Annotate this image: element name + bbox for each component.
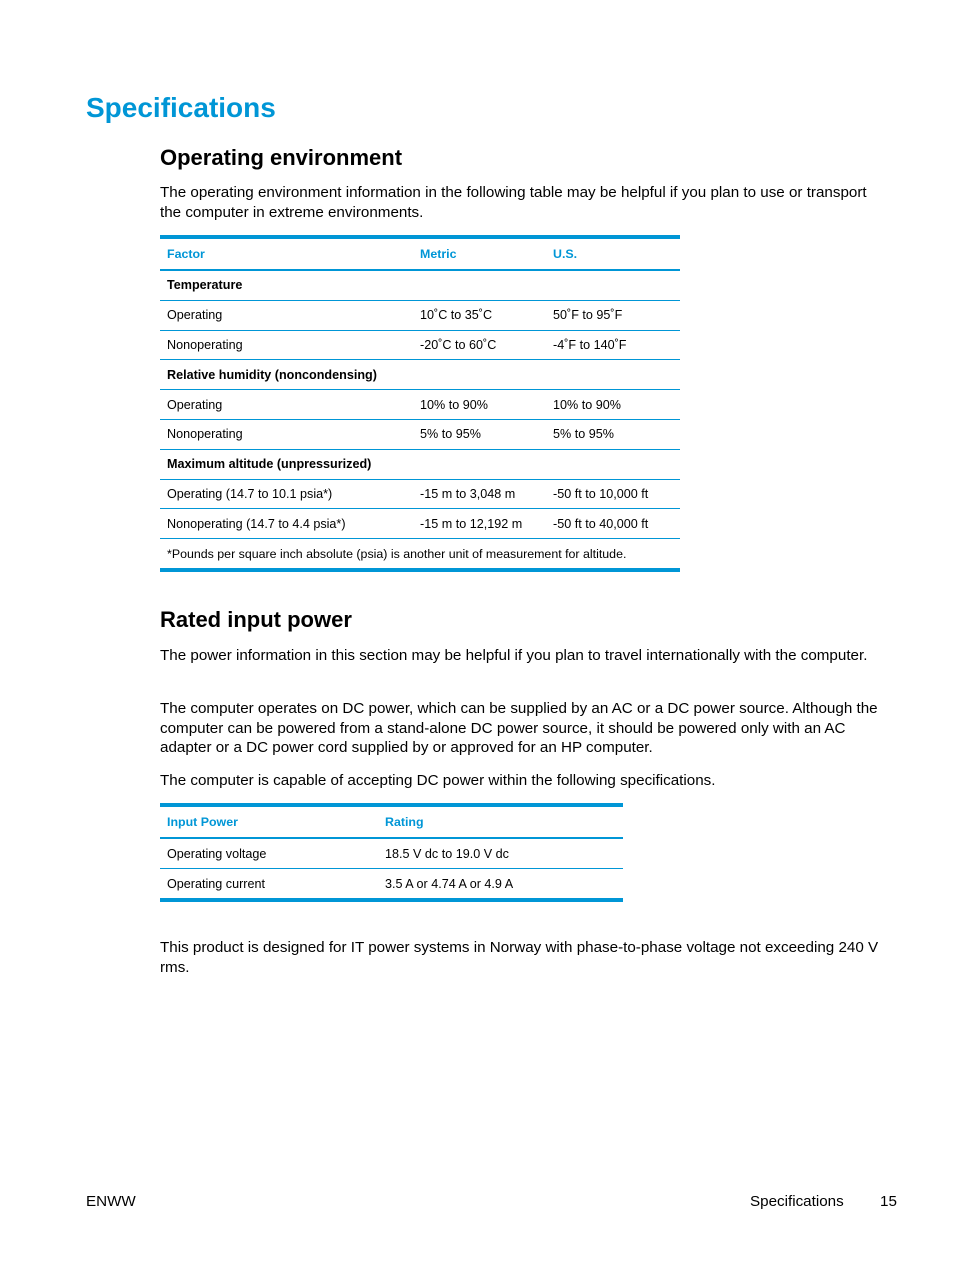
rated-input-power-paragraph: The power information in this section may be helpful if you plan to travel internationally with the computer. [160, 647, 868, 664]
cell-rating: 3.5 A or 4.74 A or 4.9 A [378, 869, 623, 901]
table-row [160, 869, 623, 901]
cell-factor: Operating (14.7 to 10.1 psia*) [160, 479, 413, 509]
cell-us: -50 ft to 10,000 ft [546, 479, 680, 509]
rated-input-power-paragraph: The computer operates on DC power, which can be supplied by an AC or a DC power source. Although the computer can be powered from a stand-alone DC power source, it should be powered only with an AC adapter or a DC power cord supplied by or approved for an HP computer. [160, 700, 878, 756]
section-heading-operating-environment: Operating environment [160, 145, 403, 170]
operating-environment-intro: The operating environment information in the following table may be helpful if you plan to use or transport the computer in extreme environments. [160, 184, 867, 221]
table-row [160, 838, 623, 869]
cell-factor: Nonoperating [160, 419, 413, 449]
cell-metric: -20˚C to 60˚C [413, 330, 546, 360]
cell-factor: Operating [160, 390, 413, 420]
cell-metric: 10˚C to 35˚C [413, 300, 546, 330]
table-footnote-row [160, 539, 680, 570]
cell-metric: -15 m to 12,192 m [413, 509, 546, 539]
cell-us: 10% to 90% [546, 390, 680, 420]
rated-input-power-paragraph: The computer is capable of accepting DC power within the following specifications. [160, 772, 716, 789]
table-footnote: *Pounds per square inch absolute (psia) is another unit of measurement for altitude. [160, 539, 680, 570]
cell-rating: 18.5 V dc to 19.0 V dc [378, 838, 623, 869]
page-title: Specifications [86, 92, 276, 123]
table-row [160, 509, 680, 539]
table-header-row [160, 805, 623, 838]
cell-input-power: Operating voltage [160, 838, 378, 869]
norway-power-note: This product is designed for IT power systems in Norway with phase-to-phase voltage not exceeding 240 V rms. [160, 939, 879, 976]
cell-factor: Nonoperating [160, 330, 413, 360]
table-group-row [160, 360, 680, 390]
footer-left-label: ENWW [86, 1193, 136, 1210]
table-row [160, 419, 680, 449]
cell-us: -4˚F to 140˚F [546, 330, 680, 360]
group-relative-humidity: Relative humidity (noncondensing) [160, 360, 680, 390]
section-heading-rated-input-power: Rated input power [160, 607, 352, 632]
footer-section-name: Specifications [750, 1193, 844, 1210]
cell-metric: 10% to 90% [413, 390, 546, 420]
table-row [160, 300, 680, 330]
cell-factor: Operating [160, 300, 413, 330]
column-header-us: U.S. [546, 237, 680, 270]
cell-factor: Nonoperating (14.7 to 4.4 psia*) [160, 509, 413, 539]
cell-metric: -15 m to 3,048 m [413, 479, 546, 509]
operating-environment-table [160, 235, 680, 572]
table-row [160, 330, 680, 360]
rated-input-power-table [160, 803, 623, 902]
table-group-row [160, 449, 680, 479]
table-row [160, 390, 680, 420]
cell-us: 5% to 95% [546, 419, 680, 449]
group-maximum-altitude: Maximum altitude (unpressurized) [160, 449, 680, 479]
table-row [160, 479, 680, 509]
cell-us: 50˚F to 95˚F [546, 300, 680, 330]
cell-metric: 5% to 95% [413, 419, 546, 449]
cell-input-power: Operating current [160, 869, 378, 901]
cell-us: -50 ft to 40,000 ft [546, 509, 680, 539]
column-header-metric: Metric [413, 237, 546, 270]
table-header-row [160, 237, 680, 270]
footer-page-number: 15 [880, 1193, 897, 1210]
table-group-row [160, 270, 680, 300]
column-header-input-power: Input Power [160, 805, 378, 838]
column-header-factor: Factor [160, 237, 413, 270]
group-temperature: Temperature [160, 270, 680, 300]
column-header-rating: Rating [378, 805, 623, 838]
